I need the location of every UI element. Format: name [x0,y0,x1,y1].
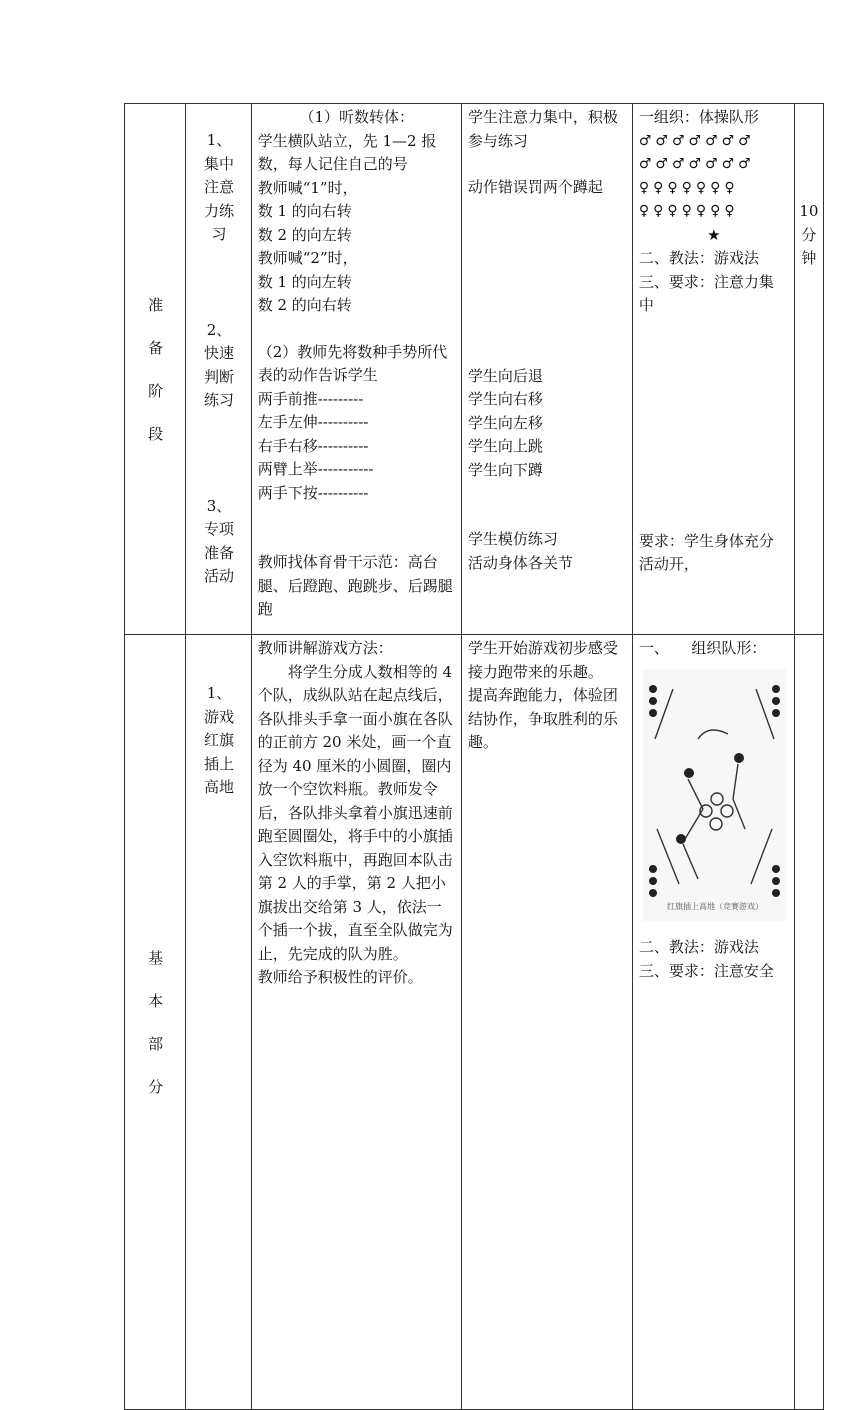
stage-char: 准 [148,296,164,314]
prep-time-cell: 10 分钟 [794,104,823,635]
stage-char: 段 [148,425,164,443]
basic-teacher-cell: 教师讲解游戏方法： 将学生分成人数相等的 4 个队，成纵队站在起点线后，各队排头手拿一面小旗在各队的正前方 20 米处，画一个直径为 40 厘米的小圆圈，圈内放一个空饮料瓶。教师发令后，各队排头拿着小旗迅速前跑至圆圈处，将手中的小旗插入空饮料瓶中，再跑回本队击第 2 人的手掌，第 2 人把小旗拔出交给第 3 人，依法一个插一个拔，直至全队做完为止，先完成的队为胜。 教师给予积极性的评价。 [251,635,461,1410]
formation-row: ♀♀♀♀♀♀♀ [638,203,739,219]
basic-item-cell [186,635,251,1410]
basic-time-cell [794,635,823,1410]
basic-stage-cell [125,635,186,1410]
stage-char: 备 [148,339,164,357]
prep-item-cell [186,104,251,635]
basic-row [125,635,824,1410]
relay-game-illustration [643,669,786,921]
prep-teacher-cell: （1）听数转体： 学生横队站立，先 1—2 报数，每人记住自己的号 教师喊“1”时， 数 1 的向右转 数 2 的向左转 教师喊“2”时， 数 1 的向左转 数 2 的向右转 （2）教师先将数种手势所代表的动作告诉学生 两手前推--------- 左手左伸---------- 右手右移---------- 两臂上举----------- 两手下按---------- 教师找体育骨干示范：高台腿、后蹬跑、跑跳步、后踢腿跑 [251,104,461,635]
illustration-caption: 红旗插上高地（竞赛游戏） [666,901,763,911]
prep-stage-cell [125,104,186,635]
stage-char: 阶 [148,382,164,400]
prep-student-cell: 学生注意力集中，积极参与练习 动作错误罚两个蹲起 学生向后退 学生向右移 学生向左移 学生向上跳 学生向下蹲 学生模仿练习 活动身体各关节 [461,104,632,635]
basic-org-cell: 一、 组织队形： 红旗插上高地（竞赛游戏） 二、教法：游戏法 三、要求：注意安全 [632,635,794,1410]
basic-student-cell: 学生开始游戏初步感受接力跑带来的乐趣。 提高奔跑能力，体验团结协作，争取胜利的乐趣。 [461,635,632,1410]
stage-char: 基 [148,949,164,967]
formation-row: ♂♂♂♂♂♂♂ [638,156,755,172]
stage-char: 本 [148,992,164,1010]
stage-char: 部 [148,1035,164,1053]
item-3: 3、 专项 准备 活动 [204,496,235,585]
formation-row: ♂♂♂♂♂♂♂ [638,132,755,149]
stage-char: 分 [148,1078,164,1096]
lesson-plan-table [124,103,824,1410]
item-game: 1、 游戏 红旗 插上 高地 [204,684,235,796]
teacher-star-icon: ★ [707,225,721,244]
prep-row [125,104,824,635]
formation-row: ♀♀♀♀♀♀♀ [638,179,739,196]
item-1: 1、 集中 注意 力练 习 [204,131,235,243]
item-2: 2、 快速 判断 练习 [204,320,235,409]
prep-org-cell: 一组织：体操队形 ♂♂♂♂♂♂♂ ♂♂♂♂♂♂♂ ♀♀♀♀♀♀♀ ♀♀♀♀♀♀♀ ★ 二、教法：游戏法 三、要求：注意力集中 要求：学生身体充分活动开， [632,104,794,635]
